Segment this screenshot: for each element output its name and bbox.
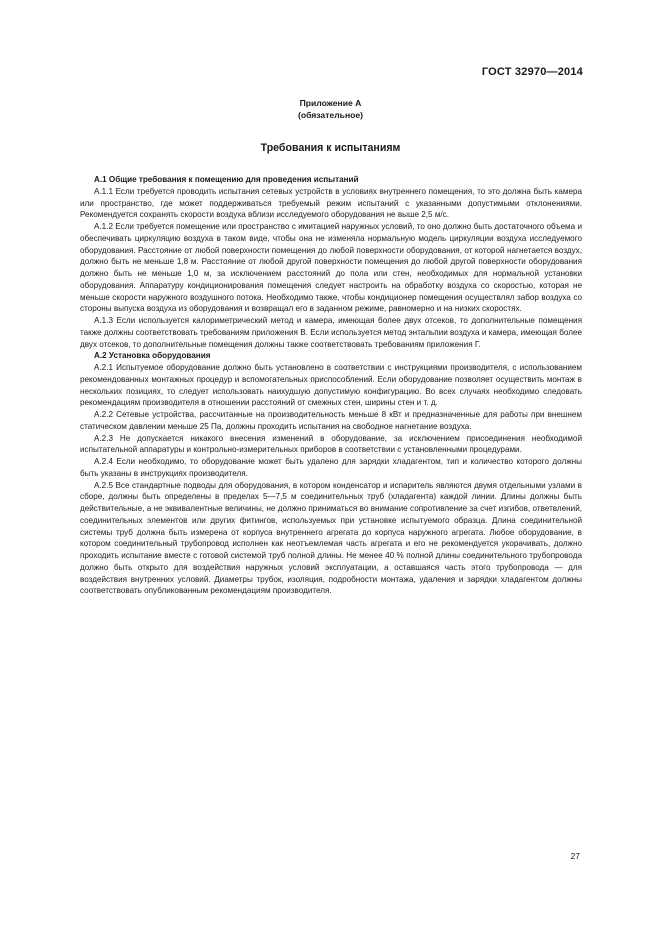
- paragraph-a1-3: А.1.3 Если используется калориметрический метод и камера, имеющая более двух отсеков, то дополнительные помещения также должны соответствовать требованиям приложения В. Если используется метод энтальпии воздуха и камера, имеющая более двух отсеков, то дополнительные помещения должны также соответствовать требованиям приложения Г.: [80, 316, 582, 349]
- paragraph-a2-1: А.2.1 Испытуемое оборудование должно быть установлено в соответствии с инструкциями производителя, с использованием рекомендованных монтажных процедур и вспомогательных приспособлений. Если оборудование позволяет осуществить монтаж в нескольких позициях, то следует использовать наихудшую допустимую конфигурацию. Во всех случаях необходимо следовать рекомендациям производителя в отношении расстояний от смежных стен, ширины стен и т. д.: [80, 363, 582, 408]
- paragraph-a1-1: А.1.1 Если требуется проводить испытания сетевых устройств в условиях внутреннего помещения, то это должна быть камера или пространство, где может поддерживаться требуемый режим испытаний с указанными допустимыми отклонениями. Рекомендуется сохранять скорости воздуха вблизи исследуемого оборудования не выше 2,5 м/с.: [80, 186, 582, 220]
- paragraph-a1-2: А.1.2 Если требуется помещение или пространство с имитацией наружных условий, то оно должно быть достаточного объема и обеспечивать циркуляцию воздуха в таком виде, чтобы она не изменяла нормальную модель циркуляции воздуха исследуемого оборудования. Расстояние от любой поверхности помещения до любой поверхности оборудования, от которой нагнетается воздух, должно быть не меньше 1,8 м. Расстояние от любой другой поверхности помещения до любой другой поверхности оборудования должно быть не меньше 1,0 м, за исключением расстояний до пола или стен, необходимых для нормальной установки оборудования. Аппаратуру кондиционирования помещения следует настроить на обработку воздуха со скоростью, которая не меньше скорости наружного воздушного потока. Необходимо также, чтобы кондиционер помещения осуществлял забор воздуха со стороны выпуска воздуха из оборудования и возвращал его в заданном режиме, равномерно и на низких скоростях.: [80, 222, 582, 314]
- annex-status: (обязательное): [297, 110, 364, 120]
- section-heading-a2: А.2 Установка оборудования: [94, 351, 211, 361]
- document-code: ГОСТ 32970—2014: [481, 66, 583, 78]
- annex-block: [0, 97, 661, 121]
- paragraph-a2-3: А.2.3 Не допускается никакого внесения изменений в оборудование, за исключением присоединения необходимой испытательной аппаратуры и контрольно-измерительных приборов в соответствии с установленными процедурами.: [80, 433, 582, 455]
- page-title: Требования к испытаниям: [260, 142, 401, 154]
- paragraph-a2-2: А.2.2 Сетевые устройства, рассчитанные на производительность меньше 8 кВт и предназначенные для работы при внешнем статическом давлении меньше 25 Па, должны проходить испытания на свободное нагнетание воздуха.: [80, 410, 582, 431]
- section-heading-a1: А.1 Общие требования к помещению для проведения испытаний: [94, 175, 359, 184]
- paragraph-a2-4: А.2.4 Если необходимо, то оборудование может быть удалено для зарядки хладагентом, тип и количество которого должны быть указаны в инструкциях производителя.: [80, 457, 582, 478]
- document-body: [80, 174, 582, 597]
- annex-label: Приложение А: [299, 98, 362, 108]
- paragraph-a2-5: А.2.5 Все стандартные подводы для оборудования, в котором конденсатор и испаритель являются двумя отдельными узлами в сборе, должны быть определены в пределах 5—7,5 м соединительных труб (хладагента) каждой линии. Длины должны быть действительные, а не эквивалентные величины, не должно приниматься во внимание сопротивление за счет изгибов, ответвлений, соединительных элементов или других фитингов, используемых при установке испытуемого образца. Длина соединительной системы труб должна быть измерена от корпуса внутреннего агрегата до корпуса наружного агрегата. Любое оборудование, в котором соединительный трубопровод исполнен как неотъемлемая часть агрегата и его не рекомендуется укорачивать, должно проходить испытание вместе с готовой системой труб полной длины. Не менее 40 % полной длины соединительного трубопровода должно быть открыто для воздействия наружных условий эксплуатации, а оставшаяся часть этого трубопровода — для воздействия внутренних условий. Диаметры трубок, изоляция, подробности монтажа, удаления и зарядки хладагентом должны соответствовать опубликованным рекомендациям производителя.: [80, 480, 582, 596]
- page-number: 27: [570, 851, 580, 861]
